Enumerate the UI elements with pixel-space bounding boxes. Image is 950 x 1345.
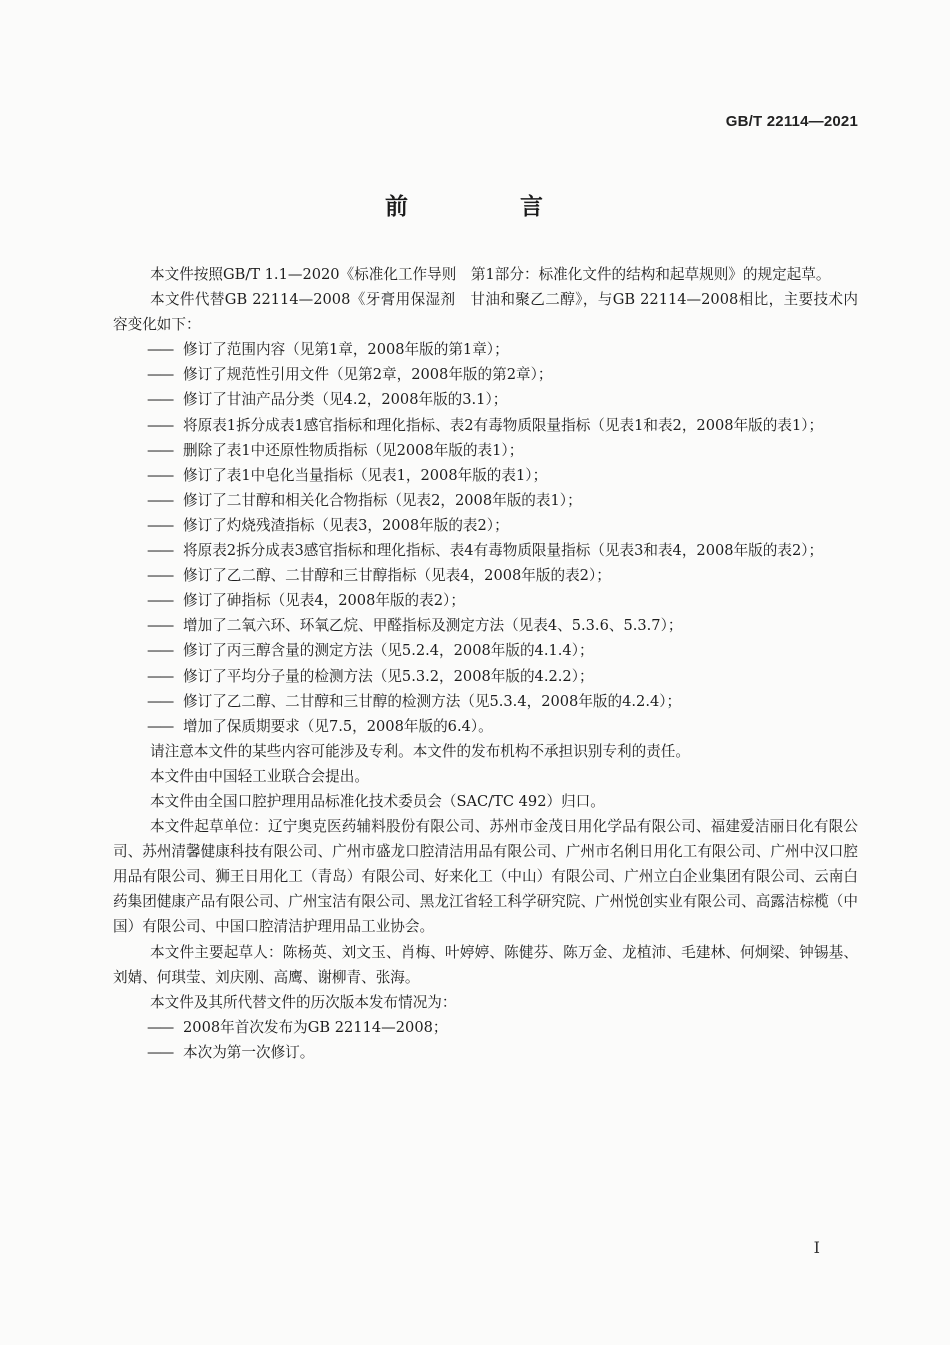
list-item (113, 513, 858, 538)
dash-marker: —— (147, 366, 173, 384)
dash-marker: —— (147, 516, 173, 534)
dash-marker: —— (147, 667, 173, 685)
dash-marker: —— (147, 441, 173, 459)
list-item (113, 1040, 858, 1065)
list-item-text: 将原表1拆分成表1感官指标和理化指标、表2有毒物质限量指标（见表1和表2，2008年版的表1）； (183, 416, 824, 434)
dash-marker: —— (147, 341, 173, 359)
foreword-body (113, 262, 858, 1065)
dash-marker: —— (147, 717, 173, 735)
list-item-text: 修订了乙二醇、二甘醇和三甘醇的检测方法（见5.3.4，2008年版的4.2.4）； (183, 692, 682, 710)
dash-marker: —— (147, 1043, 173, 1061)
list-item (113, 387, 858, 412)
list-item (113, 438, 858, 463)
history-list (113, 1015, 858, 1065)
standard-code: GB/T 22114—2021 (725, 113, 858, 130)
intro-paragraph: 本文件按照GB/T 1.1—2020《标准化工作导则 第1部分：标准化文件的结构和起草规则》的规定起草。 (150, 266, 831, 283)
dash-marker: —— (147, 1018, 173, 1036)
changes-list (113, 337, 858, 739)
list-item-text: 本次为第一次修订。 (183, 1043, 315, 1061)
list-item (113, 563, 858, 588)
list-item-text: 修订了灼烧残渣指标（见表3，2008年版的表2）； (183, 516, 509, 534)
list-item-text: 修订了乙二醇、二甘醇和三甘醇指标（见表4，2008年版的表2）； (183, 567, 611, 585)
committee-statement: 本文件由全国口腔护理用品标准化技术委员会（SAC/TC 492）归口。 (150, 792, 605, 810)
dash-marker: —— (147, 642, 173, 660)
dash-marker: —— (147, 466, 173, 484)
list-item (113, 638, 858, 663)
drafters: 本文件主要起草人：陈杨英、刘文玉、肖梅、叶婷婷、陈健芬、陈万金、龙植沛、毛建林、何炯梁、钟锡基、刘婧、何琪莹、刘庆刚、高鹰、谢柳青、张海。 (113, 943, 858, 986)
list-item (113, 664, 858, 689)
drafting-units: 本文件起草单位：辽宁奥克医药辅料股份有限公司、苏州市金茂日用化学品有限公司、福建爱洁丽日化有限公司、苏州清馨健康科技有限公司、广州市盛龙口腔清洁用品有限公司、广州市名俐日用化工有限公司、广州中汉口腔用品有限公司、狮王日用化工（青岛）有限公司、好来化工（中山）有限公司、广州立白企业集团有限公司、云南白药集团健康产品有限公司、广州宝洁有限公司、黑龙江省轻工科学研究院、广州悦创实业有限公司、高露洁棕榄（中国）有限公司、中国口腔清洁护理用品工业协会。 (113, 818, 858, 936)
dash-marker: —— (147, 592, 173, 610)
list-item (113, 463, 858, 488)
dash-marker: —— (147, 567, 173, 585)
list-item (113, 413, 858, 438)
list-item (113, 337, 858, 362)
dash-marker: —— (147, 692, 173, 710)
list-item-text: 修订了甘油产品分类（见4.2，2008年版的3.1）； (183, 391, 508, 409)
list-item-text: 增加了二氧六环、环氧乙烷、甲醛指标及测定方法（见表4、5.3.6、5.3.7）； (183, 617, 683, 635)
dash-marker: —— (147, 491, 173, 509)
list-item-text: 删除了表1中还原性物质指标（见2008年版的表1）； (183, 441, 524, 459)
page-number: I (813, 1238, 820, 1257)
list-item-text: 修订了规范性引用文件（见第2章，2008年版的第2章）； (183, 366, 553, 384)
list-item (113, 714, 858, 739)
list-item-text: 修订了范围内容（见第1章，2008年版的第1章）； (183, 341, 509, 359)
list-item-text: 增加了保质期要求（见7.5，2008年版的6.4）。 (183, 717, 493, 735)
dash-marker: —— (147, 617, 173, 635)
list-item-text: 将原表2拆分成表3感官指标和理化指标、表4有毒物质限量指标（见表3和表4，2008年版的表2）； (183, 542, 824, 560)
patent-notice: 请注意本文件的某些内容可能涉及专利。本文件的发布机构不承担识别专利的责任。 (150, 742, 690, 760)
list-item (113, 588, 858, 613)
list-item-text: 修订了平均分子量的检测方法（见5.3.2，2008年版的4.2.2）； (183, 667, 594, 685)
dash-marker: —— (147, 542, 173, 560)
proposer-statement: 本文件由中国轻工业联合会提出。 (150, 767, 369, 785)
page-title: 前 言 (384, 194, 595, 220)
list-item (113, 362, 858, 387)
list-item-text: 修订了砷指标（见表4，2008年版的表2）； (183, 592, 465, 610)
list-item-text: 修订了丙三醇含量的测定方法（见5.2.4，2008年版的4.1.4）； (183, 642, 594, 660)
intro-paragraph: 本文件代替GB 22114—2008《牙膏用保湿剂 甘油和聚乙二醇》，与GB 22114—2008相比，主要技术内容变化如下： (113, 291, 858, 334)
list-item-text: 修订了表1中皂化当量指标（见表1，2008年版的表1）； (183, 466, 548, 484)
list-item (113, 689, 858, 714)
list-item (113, 488, 858, 513)
dash-marker: —— (147, 416, 173, 434)
list-item (113, 613, 858, 638)
list-item-text: 2008年首次发布为GB 22114—2008； (183, 1018, 448, 1036)
list-item-text: 修订了二甘醇和相关化合物指标（见表2，2008年版的表1）； (183, 491, 582, 509)
history-intro: 本文件及其所代替文件的历次版本发布情况为： (150, 993, 457, 1011)
list-item (113, 1015, 858, 1040)
list-item (113, 538, 858, 563)
dash-marker: —— (147, 391, 173, 409)
